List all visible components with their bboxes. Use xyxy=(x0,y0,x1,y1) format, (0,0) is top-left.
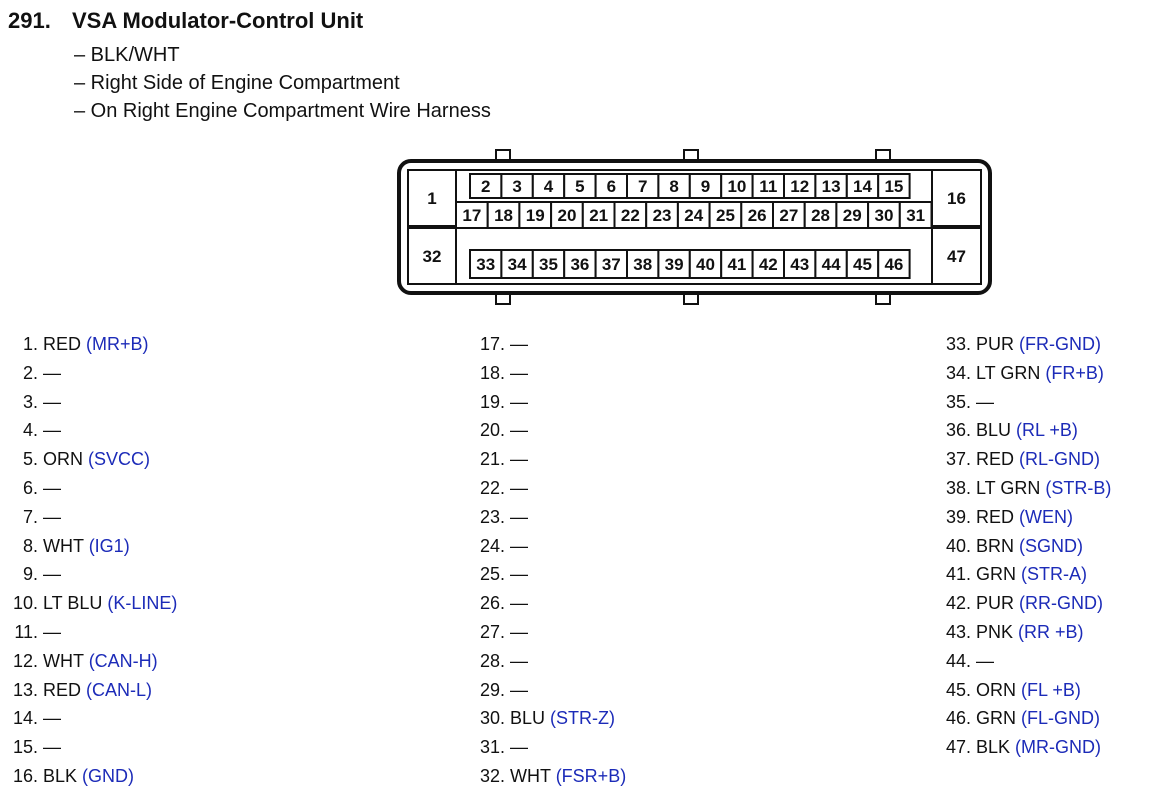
pin-number: 3. xyxy=(22,391,38,412)
pin-label: 26 xyxy=(747,206,767,225)
pin-number: 29. xyxy=(479,679,505,700)
pin-row xyxy=(467,704,626,733)
wire-color: — xyxy=(510,737,528,758)
pin-row xyxy=(933,388,1111,417)
pin-number: 18. xyxy=(479,362,505,383)
pin-number: 31. xyxy=(479,737,505,758)
pin-label: 47 xyxy=(947,247,966,266)
pin-label: 20 xyxy=(557,206,577,225)
pin-label: 34 xyxy=(507,255,527,274)
pin-column-1 xyxy=(0,330,177,791)
pin-row xyxy=(467,589,626,618)
pin-label: 41 xyxy=(727,255,747,274)
wire-color: PUR xyxy=(976,334,1015,354)
wire-color: RED xyxy=(43,334,82,354)
pin-column-2 xyxy=(467,330,626,791)
wire-color: — xyxy=(510,564,528,585)
pin-label: 13 xyxy=(821,177,841,196)
pin-label: 36 xyxy=(570,255,590,274)
pin-row xyxy=(0,647,177,676)
wire-color: — xyxy=(510,391,528,412)
pin-function: (STR-A) xyxy=(1021,564,1088,585)
title-text: VSA Modulator-Control Unit xyxy=(72,8,364,33)
pin-number: 43. xyxy=(945,621,971,642)
pin-number: 20. xyxy=(479,420,505,441)
pin-function: (CAN-H) xyxy=(88,650,158,671)
pin-row xyxy=(933,445,1111,474)
pin-label: 19 xyxy=(525,206,545,225)
pin-number: 11. xyxy=(14,621,38,642)
pin-row xyxy=(0,330,177,359)
pin-label: 21 xyxy=(589,206,609,225)
pin-number: 27. xyxy=(479,621,505,642)
pin-row xyxy=(933,359,1111,388)
wire-color: ORN xyxy=(43,449,83,470)
wire-color: WHT xyxy=(510,765,551,786)
wire-color: — xyxy=(510,477,528,498)
pin-function: (RL +B) xyxy=(1016,420,1078,441)
pin-function: (FL-GND) xyxy=(1021,708,1101,729)
pin-label: 29 xyxy=(842,206,862,225)
pin-label: 8 xyxy=(669,177,679,196)
pin-row xyxy=(467,474,626,503)
wire-color: — xyxy=(510,650,528,671)
pin-number: 44. xyxy=(945,650,971,671)
pin-number: 16. xyxy=(12,765,38,786)
pin-row xyxy=(0,388,177,417)
pin-row xyxy=(933,532,1111,561)
pin-label: 12 xyxy=(790,177,810,196)
pin-label: 14 xyxy=(853,177,872,196)
pin-number: 42. xyxy=(945,593,971,614)
pin-function: (GND) xyxy=(82,765,135,786)
pin-label: 27 xyxy=(779,206,799,225)
detail-line: – BLK/WHT xyxy=(74,44,180,66)
pin-row xyxy=(467,445,626,474)
pin-function: (FR-GND) xyxy=(1019,334,1102,354)
pin-row xyxy=(0,618,177,647)
pin-function: (WEN) xyxy=(1019,506,1074,527)
pin-label: 42 xyxy=(758,255,778,274)
pin-function: (FL +B) xyxy=(1021,679,1081,700)
pin-function: (RR +B) xyxy=(1018,621,1084,642)
pin-number: 24. xyxy=(479,535,505,556)
pin-row xyxy=(933,733,1111,762)
pin-function: (IG1) xyxy=(88,535,130,556)
pin-function: (STR-B) xyxy=(1045,477,1112,498)
pin-row xyxy=(933,560,1111,589)
pin-number: 22. xyxy=(479,477,505,498)
pin-label: 25 xyxy=(715,206,735,225)
pin-number: 34. xyxy=(945,362,971,383)
pin-row xyxy=(933,647,1111,676)
pin-number: 15. xyxy=(12,737,38,758)
pin-number: 13. xyxy=(12,679,38,700)
pin-number: 8. xyxy=(22,535,38,556)
pin-number: 23. xyxy=(479,506,505,527)
pin-number: 32. xyxy=(479,765,505,786)
pin-number: 39. xyxy=(945,506,971,527)
detail-line: – On Right Engine Compartment Wire Harness xyxy=(74,100,491,122)
wire-color: — xyxy=(510,420,528,441)
wire-color: WHT xyxy=(43,650,84,671)
pin-number: 28. xyxy=(479,650,505,671)
pin-label: 43 xyxy=(790,255,810,274)
pin-row xyxy=(467,388,626,417)
pin-number: 21. xyxy=(479,449,505,470)
pin-label: 38 xyxy=(633,255,653,274)
pin-row xyxy=(0,676,177,705)
pin-row xyxy=(467,359,626,388)
pin-row xyxy=(467,532,626,561)
pin-label: 39 xyxy=(664,255,684,274)
wire-color: — xyxy=(43,477,61,498)
pin-row xyxy=(0,532,177,561)
pin-function: (MR-GND) xyxy=(1015,737,1102,758)
pin-column-3 xyxy=(933,330,1111,762)
pin-row xyxy=(467,330,626,359)
pin-row xyxy=(467,676,626,705)
pin-label: 10 xyxy=(727,177,747,196)
pin-number: 33. xyxy=(945,334,971,354)
wire-color: RED xyxy=(976,506,1015,527)
wire-color: LT GRN xyxy=(976,477,1041,498)
wire-color: — xyxy=(43,708,61,729)
pin-row xyxy=(933,676,1111,705)
pin-row xyxy=(467,618,626,647)
pin-row xyxy=(467,647,626,676)
pin-number: 38. xyxy=(945,477,971,498)
pin-label: 7 xyxy=(637,177,648,196)
wire-color: — xyxy=(43,564,61,585)
pin-number: 46. xyxy=(945,708,971,729)
wire-color: — xyxy=(510,621,528,642)
wire-color: — xyxy=(510,362,528,383)
pin-function: (SVCC) xyxy=(88,449,151,470)
pin-function: (K-LINE) xyxy=(107,593,178,614)
pin-row xyxy=(467,733,626,762)
wire-color: PUR xyxy=(976,593,1015,614)
wire-color: WHT xyxy=(43,535,84,556)
pin-label: 22 xyxy=(620,206,640,225)
pin-number: 9. xyxy=(22,564,38,585)
pin-row xyxy=(933,704,1111,733)
wire-color: RED xyxy=(976,449,1015,470)
pin-row xyxy=(933,589,1111,618)
pin-number: 12. xyxy=(12,650,38,671)
page-title xyxy=(8,8,363,34)
pin-label: 5 xyxy=(575,177,585,196)
pin-label: 3 xyxy=(512,177,522,196)
pin-function: (FSR+B) xyxy=(555,765,627,786)
wire-color: ORN xyxy=(976,679,1016,700)
pin-row xyxy=(0,704,177,733)
pin-label: 6 xyxy=(606,177,617,196)
wire-color: — xyxy=(510,679,528,700)
wire-color: RED xyxy=(43,679,82,700)
wire-color: — xyxy=(976,391,994,412)
title-number: 291. xyxy=(8,8,51,33)
pin-number: 7. xyxy=(22,506,38,527)
pin-row xyxy=(467,416,626,445)
wire-color: GRN xyxy=(976,564,1016,585)
wire-color: — xyxy=(510,535,528,556)
wire-color: — xyxy=(43,621,61,642)
wire-color: — xyxy=(43,391,61,412)
pin-number: 10. xyxy=(12,593,38,614)
wire-color: BLK xyxy=(43,765,78,786)
pin-label: 46 xyxy=(884,255,904,274)
connector-diagram xyxy=(396,148,996,310)
pin-function: (RL-GND) xyxy=(1019,449,1101,470)
pin-label: 32 xyxy=(422,247,442,266)
pin-row xyxy=(467,762,626,791)
wire-color: — xyxy=(43,420,61,441)
wire-color: — xyxy=(43,506,61,527)
pin-row xyxy=(933,416,1111,445)
wire-color: — xyxy=(510,593,528,614)
pin-label: 23 xyxy=(652,206,672,225)
wire-color: BLU xyxy=(510,708,546,729)
pin-row xyxy=(933,503,1111,532)
pin-number: 41. xyxy=(945,564,971,585)
pin-label: 17 xyxy=(462,206,482,225)
pin-row xyxy=(467,503,626,532)
pin-row xyxy=(0,474,177,503)
pin-row xyxy=(933,330,1111,359)
wire-color: — xyxy=(510,334,528,354)
wire-color: LT BLU xyxy=(43,593,103,614)
pin-label: 28 xyxy=(811,206,831,225)
pin-function: (STR-Z) xyxy=(550,708,616,729)
pin-number: 35. xyxy=(945,391,971,412)
wire-color: — xyxy=(976,650,994,671)
pin-label: 18 xyxy=(494,206,514,225)
pin-function: (CAN-L) xyxy=(86,679,153,700)
pin-label: 2 xyxy=(480,177,491,196)
pin-label: 33 xyxy=(476,255,496,274)
pin-number: 40. xyxy=(945,535,971,556)
pin-label: 30 xyxy=(874,206,894,225)
pin-row xyxy=(933,618,1111,647)
pin-number: 26. xyxy=(479,593,505,614)
pin-label: 9 xyxy=(700,177,711,196)
pin-number: 30. xyxy=(479,708,505,729)
pin-row xyxy=(0,503,177,532)
pin-label: 31 xyxy=(906,206,926,225)
pin-number: 2. xyxy=(22,362,38,383)
pin-label: 45 xyxy=(853,255,872,274)
pin-function: (SGND) xyxy=(1019,535,1084,556)
pin-number: 36. xyxy=(945,420,971,441)
pin-row xyxy=(933,474,1111,503)
pin-row xyxy=(0,416,177,445)
pin-row xyxy=(0,560,177,589)
wire-color: LT GRN xyxy=(976,362,1041,383)
pin-label: 11 xyxy=(759,177,778,196)
pin-number: 19. xyxy=(479,391,505,412)
pin-function: (RR-GND) xyxy=(1019,593,1104,614)
pin-label: 44 xyxy=(821,255,841,274)
pin-number: 25. xyxy=(479,564,505,585)
pin-number: 45. xyxy=(945,679,971,700)
pin-label: 15 xyxy=(884,177,904,196)
wire-color: BRN xyxy=(976,535,1015,556)
pin-label: 16 xyxy=(947,189,966,208)
wire-color: BLU xyxy=(976,420,1012,441)
pin-label: 37 xyxy=(601,255,621,274)
pin-number: 6. xyxy=(22,477,38,498)
pin-function: (FR+B) xyxy=(1045,362,1104,383)
pin-label: 24 xyxy=(684,206,704,225)
pin-row xyxy=(0,762,177,791)
wire-color: — xyxy=(43,737,61,758)
pin-number: 4. xyxy=(22,420,38,441)
pin-label: 35 xyxy=(539,255,558,274)
wire-color: BLK xyxy=(976,737,1011,758)
detail-line: – Right Side of Engine Compartment xyxy=(74,72,400,94)
pin-function: (MR+B) xyxy=(86,334,149,354)
pin-row xyxy=(0,733,177,762)
wire-color: PNK xyxy=(976,621,1014,642)
pin-number: 14. xyxy=(12,708,38,729)
wire-color: GRN xyxy=(976,708,1016,729)
wire-color: — xyxy=(510,506,528,527)
pin-number: 5. xyxy=(22,449,38,470)
wire-color: — xyxy=(43,362,61,383)
pin-label: 1 xyxy=(427,189,437,208)
pin-label: 4 xyxy=(543,177,554,196)
wire-color: — xyxy=(510,449,528,470)
pin-row xyxy=(467,560,626,589)
pin-row xyxy=(0,589,177,618)
pin-number: 47. xyxy=(945,737,971,758)
pin-number: 17. xyxy=(479,334,505,354)
pin-label: 40 xyxy=(696,255,715,274)
pin-row xyxy=(0,359,177,388)
pin-row xyxy=(0,445,177,474)
pin-number: 37. xyxy=(945,449,971,470)
pin-number: 1. xyxy=(22,334,38,354)
